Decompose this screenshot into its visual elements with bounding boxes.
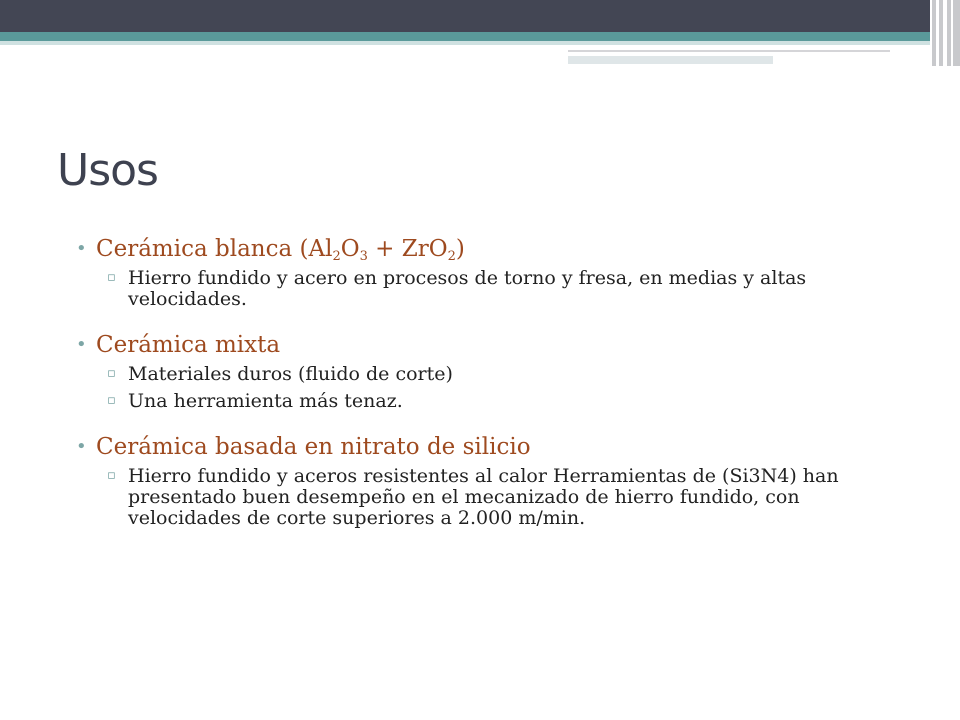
banner-teal-band	[0, 32, 960, 41]
sub-bullet-icon: ▫	[107, 468, 116, 483]
list-item: ▫ Materiales duros (fluido de corte)	[107, 363, 453, 385]
sub-bullet-icon: ▫	[107, 393, 116, 408]
bullet-icon: •	[76, 334, 87, 355]
section-ceramica-blanca	[76, 234, 906, 310]
section-heading: • Cerámica basada en nitrato de silicio	[76, 434, 531, 460]
banner-accent-strip-short	[568, 56, 773, 64]
list-item: ▫ Una herramienta más tenaz.	[107, 390, 403, 412]
sub-bullet-icon: ▫	[107, 366, 116, 381]
section-heading: • Cerámica blanca $(Al_2O_3 + ZrO_2)$	[76, 236, 465, 264]
banner-dark-band	[0, 0, 960, 32]
bullet-icon: •	[76, 238, 87, 259]
banner-accent-line	[568, 50, 890, 52]
section-ceramica-mixta	[76, 330, 906, 412]
slide-title: Usos	[57, 145, 158, 196]
slide-body	[76, 234, 906, 529]
sub-bullet-icon: ▫	[107, 270, 116, 285]
bullet-icon: •	[76, 436, 87, 457]
list-item: ▫ Hierro fundido y acero en procesos de torno y fresa, en medias y altas velocidades.	[107, 267, 807, 310]
section-heading: • Cerámica mixta	[76, 332, 281, 358]
banner-side-lines	[930, 0, 960, 66]
section-ceramica-silicio	[76, 432, 906, 529]
list-item: ▫ Hierro fundido y aceros resistentes al calor Herramientas de (Si3N4) han presentado buen desempeño en el mecanizado de hierro fundido, con velocidades de corte superiores a 2.000 m/min.	[107, 465, 839, 529]
